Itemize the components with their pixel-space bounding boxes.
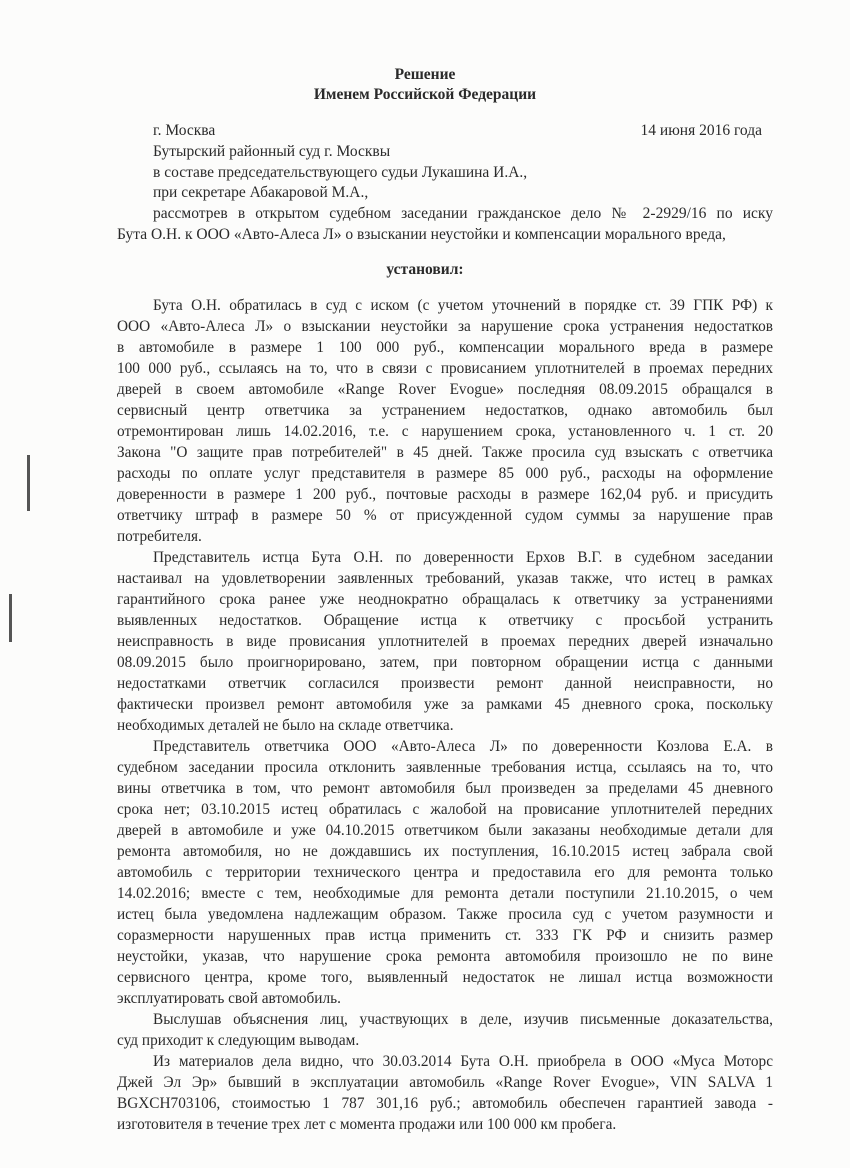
established-heading: установил: (386, 261, 464, 278)
paragraph-line: Представитель истца Бута О.Н. по доверенности Ерхов В.Г. в судебном заседании (153, 549, 773, 566)
paragraph-line: доверенности в размере 1 200 руб., почтовые расходы в размере 162,04 руб. и присудить (117, 486, 773, 503)
paragraph-line: соразмерности нарушенных прав истца применить ст. 333 ГК РФ и снизить размер (117, 927, 773, 944)
paragraph (117, 1009, 773, 1051)
paragraph-line: срока нет; 03.10.2015 истец обратилась с жалобой на провисание уплотнителей передних (117, 801, 773, 818)
decision-date: 14 июня 2016 года (640, 122, 762, 139)
paragraph-line: изготовителя в течение трех лет с момента продажи или 100 000 км пробега. (117, 1116, 617, 1133)
paragraph-line: суд приходит к следующим выводам. (117, 1032, 360, 1049)
paragraph-line: Из материалов дела видно, что 30.03.2014 Бута О.Н. приобрела в ООО «Муса Моторс (153, 1053, 773, 1070)
paragraph-line: выявленных недостатков. Обращение истца к ответчику с просьбой устранить (117, 612, 773, 629)
paragraph-line: потребителя. (117, 528, 202, 545)
document-body (117, 295, 773, 1135)
paragraph-line: гарантийного срока ранее уже неоднократно обращалась к ответчику за устранениями (117, 591, 773, 608)
paragraph (117, 1051, 773, 1135)
paragraph-line: вины ответчика в том, что ремонт автомобиля был произведен за пределами 45 дневного (117, 780, 773, 797)
court-name: Бутырский районный суд г. Москвы (153, 143, 391, 160)
case-line-1: рассмотрев в открытом судебном заседании гражданское дело № 2-2929/16 по иску (153, 205, 773, 222)
scan-mark (27, 455, 30, 511)
city: г. Москва (153, 122, 216, 139)
paragraph-line: сервисный центр ответчика за устранением недостатков, однако автомобиль был (117, 402, 773, 419)
secretary: при секретаре Абакаровой М.А., (153, 184, 369, 201)
paragraph-line: дверей в своем автомобиле «Range Rover Evogue» последняя 08.09.2015 обращался в (117, 381, 773, 398)
paragraph-line: BGXCH703106, стоимостью 1 787 301,16 руб.; автомобиль обеспечен гарантией завода - (117, 1095, 773, 1112)
paragraph-line: 14.02.2016; вместе с тем, необходимые для ремонта детали поступили 21.10.2015, о чем (117, 885, 773, 902)
paragraph-line: автомобиль с территории технического центра и предоставила его для ремонта только (117, 864, 773, 881)
paragraph (117, 736, 773, 1009)
paragraph (117, 295, 773, 547)
judge: в составе председательствующего судьи Лукашина И.А., (153, 164, 528, 181)
paragraph-line: 08.09.2015 было проигнорировано, затем, при повторном обращении истца с данными (117, 654, 773, 671)
paragraph-line: настаивал на удовлетворении заявленных требований, указав также, что истец в рамках (117, 570, 773, 587)
case-line-2: Бута О.Н. к ООО «Авто-Алеса Л» о взыскании неустойки и компенсации морального вреда, (117, 226, 726, 243)
paragraph-line: недостатками ответчик согласился произвести ремонт данной неисправности, но (117, 675, 773, 692)
paragraph-line: в автомобиле в размере 1 100 000 руб., компенсации морального вреда в размере (117, 339, 773, 356)
paragraph-line: истец была уведомлена надлежащим образом. Также просила суд с учетом разумности и (117, 906, 773, 923)
paragraph-line: ответчику штраф в размере 50 % от присужденной судом суммы за нарушение прав (117, 507, 773, 524)
paragraph-line: отремонтирован лишь 14.02.2016, т.е. с нарушением срока, установленного ч. 1 ст. 20 (117, 423, 773, 440)
paragraph-line: необходимых деталей не было на складе ответчика. (117, 717, 454, 734)
paragraph-line: Джей Эл Эр» бывший в эксплуатации автомобиль «Range Rover Evogue», VIN SALVA 1 (117, 1074, 773, 1091)
document-subtitle: Именем Российской Федерации (313, 86, 537, 103)
document-title: Решение (394, 66, 456, 83)
paragraph-line: ООО «Авто-Алеса Л» о взыскании неустойки за нарушение срока устранения недостатков (117, 318, 773, 335)
paragraph-line: 100 000 руб., ссылаясь на то, что в связи с провисанием уплотнителей в проемах передних (117, 360, 773, 377)
paragraph-line: Выслушав объяснения лиц, участвующих в деле, изучив письменные доказательства, (153, 1011, 773, 1028)
paragraph-line: судебном заседании просила отклонить заявленные требования истца, ссылаясь на то, что (117, 759, 773, 776)
case-intro (117, 205, 773, 247)
paragraph (117, 547, 773, 736)
paragraph-line: Закона "О защите прав потребителей" в 45 дней. Также просила суд взыскать с ответчика (117, 444, 773, 461)
paragraph-line: сервисного центра, кроме того, выявленный недостаток не лишал истца возможности (117, 969, 773, 986)
paragraph-line: Представитель ответчика ООО «Авто-Алеса Л» по доверенности Козлова Е.А. в (153, 738, 773, 755)
paragraph-line: эксплуатировать свой автомобиль. (117, 990, 341, 1007)
paragraph-line: расходы по оплате услуг представителя в размере 85 000 руб., расходы на оформление (117, 465, 773, 482)
paragraph-line: Бута О.Н. обратилась в суд с иском (с учетом уточнений в порядке ст. 39 ГПК РФ) к (153, 297, 773, 314)
scan-mark (9, 594, 12, 642)
paragraph-line: неустойки, указав, что нарушение срока ремонта автомобиля произошло не по вине (117, 948, 773, 965)
paragraph-line: дверей в автомобиле и уже 04.10.2015 ответчиком были заказаны необходимые детали для (117, 822, 773, 839)
paragraph-line: фактически произвел ремонт автомобиля уже за рамками 45 дневного срока, поскольку (117, 696, 773, 713)
paragraph-line: ремонта автомобиля, но не дождавшись их поступления, 16.10.2015 истец забрала свой (117, 843, 773, 860)
paragraph-line: неисправность в виде провисания уплотнителей в проемах передних дверей изначально (117, 633, 773, 650)
